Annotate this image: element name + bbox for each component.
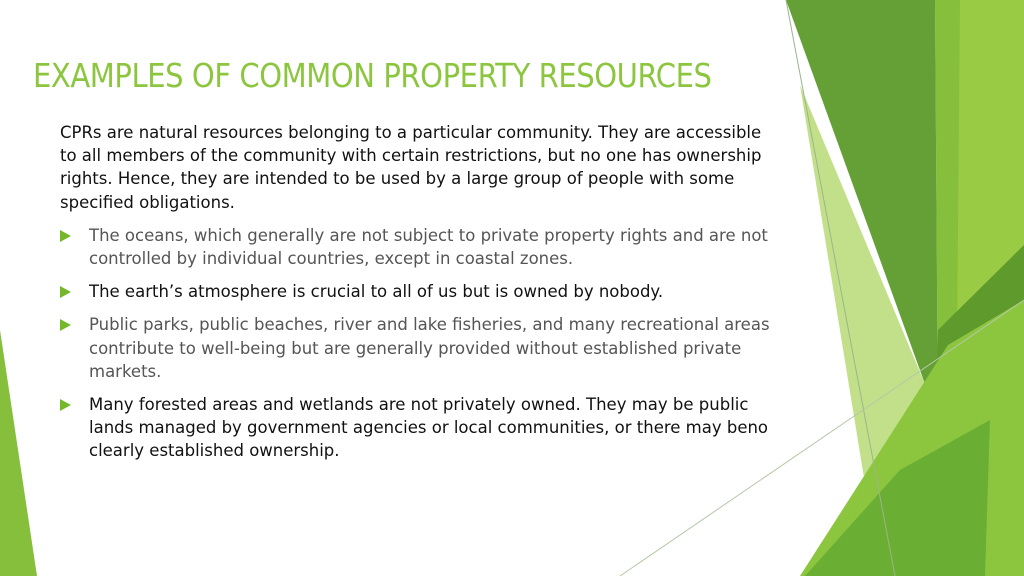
bullet-arrow-icon [60, 286, 71, 298]
bullet-arrow-icon [60, 230, 71, 242]
bullet-text: Many forested areas and wetlands are not privately owned. They may be public lands managed by government agencies or local communities, or there may beno clearly established ownership. [89, 395, 769, 461]
bullet-arrow-icon [60, 319, 71, 331]
bullet-item-oceans [60, 224, 780, 270]
bullet-item-atmosphere [60, 280, 780, 303]
bullet-list [60, 224, 780, 463]
bullet-text: The oceans, which generally are not subject to private property rights and are not controlled by individual countries, except in coastal zones. [89, 225, 768, 269]
slide-title: EXAMPLES OF COMMON PROPERTY RESOURCES [33, 56, 712, 95]
decor-left-sliver [0, 330, 37, 576]
bullet-item-public-parks [60, 313, 780, 383]
slide-body [60, 121, 780, 473]
bullet-text: Public parks, public beaches, river and lake fisheries, and many recreational areas contribute to well-being but are generally provided without established private markets. [89, 315, 770, 381]
bullet-item-forests [60, 393, 780, 463]
intro-paragraph: CPRs are natural resources belonging to a particular community. They are accessible to all members of the community with certain restrictions, but no one has ownership rights. Hence, they are intended to be used by a large group of people with some specified obligations. [60, 123, 762, 212]
bullet-text: The earth’s atmosphere is crucial to all of us but is owned by nobody. [89, 282, 664, 302]
bullet-arrow-icon [60, 399, 71, 411]
